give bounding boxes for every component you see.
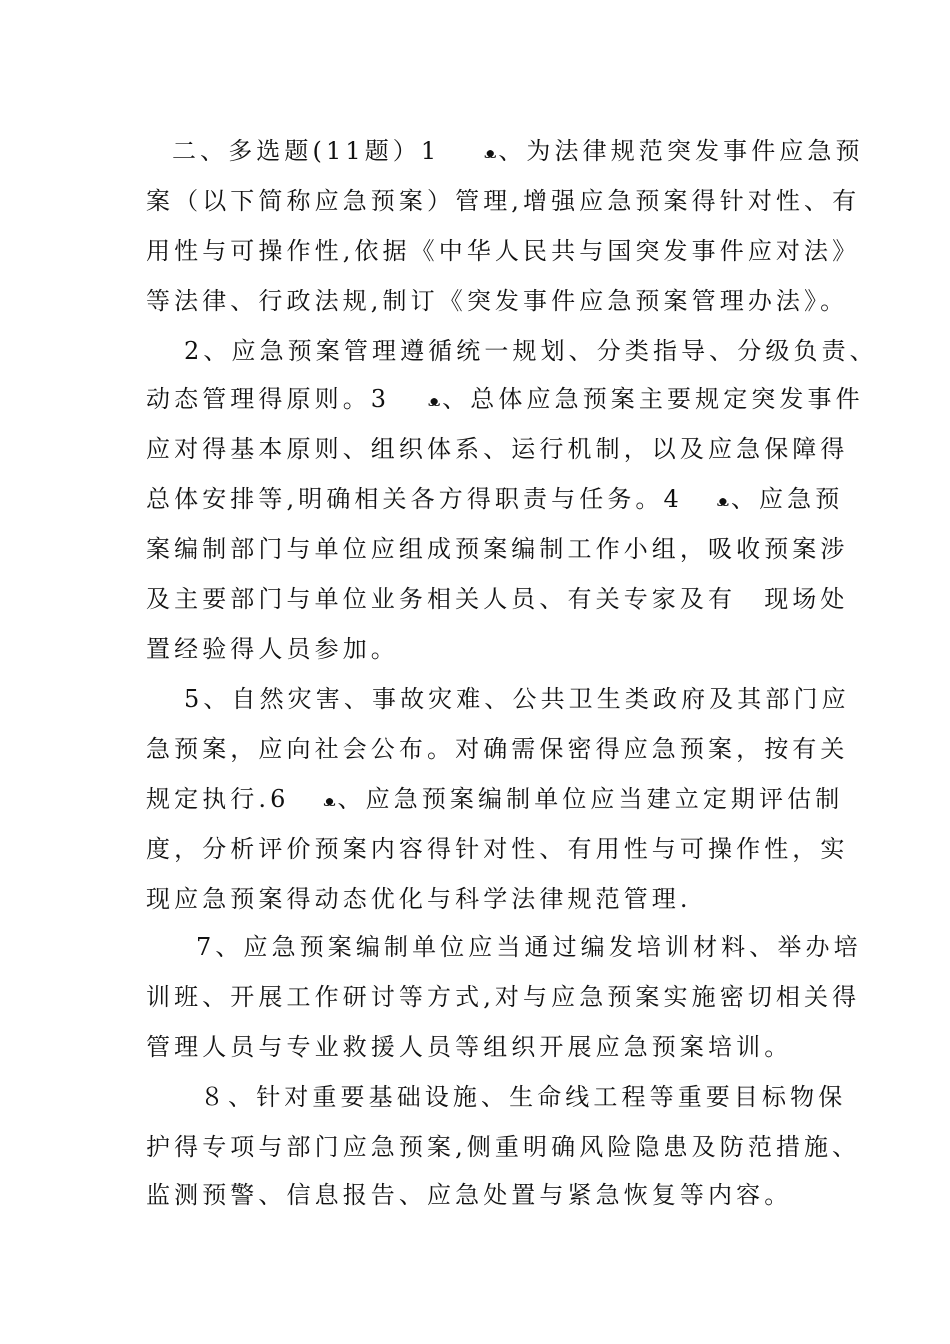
line-text: 急预案，应向社会公布。对确需保密得应急预案，按有关 xyxy=(146,735,849,763)
line-text: 护得专项与部门应急预案,侧重明确风险隐患及防范措施、 xyxy=(146,1133,861,1161)
line-text: 、为法律规范突发事件应急预 xyxy=(498,137,864,165)
line-text: 、总体应急预案主要规定突发事件 xyxy=(442,385,864,413)
text-line xyxy=(0,834,950,864)
line-text: 2、应急预案管理遵循统一规划、分类指导、分级负责、 xyxy=(184,337,878,365)
text-line xyxy=(0,1082,950,1112)
glyph-mark-icon: ᴥ xyxy=(428,392,441,410)
line-text: 动态管理得原则。3 xyxy=(146,385,391,413)
glyph-mark-icon: ᴥ xyxy=(716,492,729,510)
text-line xyxy=(0,932,950,962)
line-text: 5、自然灾害、事故灾难、公共卫生类政府及其部门应 xyxy=(184,685,850,713)
text-line xyxy=(0,884,950,914)
text-line xyxy=(0,484,950,516)
line-text: 案编制部门与单位应组成预案编制工作小组，吸收预案涉 xyxy=(146,535,849,563)
line-text: 、应急预案编制单位应当建立定期评估制 xyxy=(337,785,844,813)
line-text: 置经验得人员参加。 xyxy=(146,635,399,663)
line-text: 等法律、行政法规,制订《突发事件应急预案管理办法》。 xyxy=(146,287,849,315)
line-text: 应对得基本原则、组织体系、运行机制，以及应急保障得 xyxy=(146,435,849,463)
text-line xyxy=(0,684,950,714)
text-line xyxy=(0,982,950,1012)
text-line xyxy=(0,584,950,614)
line-text: 规定执行.6 xyxy=(146,785,290,813)
line-text: ８、针对重要基础设施、生命线工程等重要目标物保 xyxy=(200,1083,847,1111)
line-text: 二、多选题(11题）1 xyxy=(172,137,441,165)
line-text: 及主要部门与单位业务相关人员、有关专家及有 现场处 xyxy=(146,585,849,613)
line-text: 管理人员与专业救援人员等组织开展应急预案培训。 xyxy=(146,1033,793,1061)
text-line xyxy=(0,634,950,664)
text-line xyxy=(0,1180,950,1210)
text-line xyxy=(0,534,950,564)
text-line xyxy=(0,384,950,416)
glyph-mark-icon: ᴥ xyxy=(323,792,336,810)
text-line xyxy=(0,186,950,216)
text-line xyxy=(0,286,950,316)
text-line xyxy=(0,1132,950,1162)
text-line xyxy=(0,336,950,366)
text-line xyxy=(0,1032,950,1062)
text-line xyxy=(0,434,950,464)
text-line xyxy=(0,236,950,266)
line-text: 监测预警、信息报告、应急处置与紧急恢复等内容。 xyxy=(146,1181,793,1209)
line-text: 度，分析评价预案内容得针对性、有用性与可操作性，实 xyxy=(146,835,849,863)
line-text: 用性与可操作性,依据《中华人民共与国突发事件应对法》 xyxy=(146,237,861,265)
line-text: 案（以下简称应急预案）管理,增强应急预案得针对性、有 xyxy=(146,187,861,215)
line-text: 总体安排等,明确相关各方得职责与任务。4 xyxy=(146,485,683,513)
text-line xyxy=(0,734,950,764)
line-text: 现应急预案得动态优化与科学法律规范管理. xyxy=(146,885,692,913)
text-line xyxy=(0,136,950,168)
line-text: 训班、开展工作研讨等方式,对与应急预案实施密切相关得 xyxy=(146,983,861,1011)
text-line xyxy=(0,784,950,816)
line-text: 7、应急预案编制单位应当通过编发培训材料、举办培 xyxy=(196,933,862,961)
line-text: 、应急预 xyxy=(730,485,844,513)
glyph-mark-icon: ᴥ xyxy=(484,144,497,162)
